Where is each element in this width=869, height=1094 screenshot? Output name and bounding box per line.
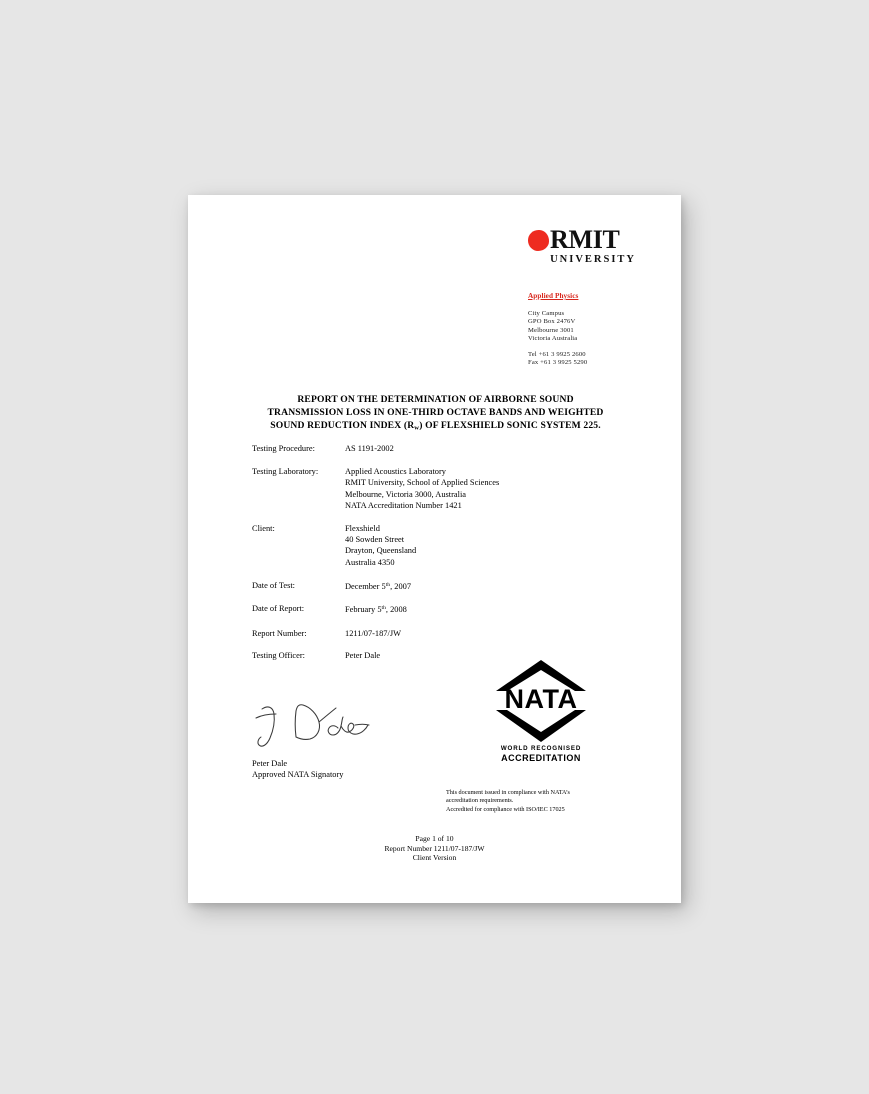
signatory-name: Peter Dale	[252, 759, 288, 768]
svg-text:NATA: NATA	[504, 684, 578, 714]
detail-row-date-of-test	[252, 580, 652, 592]
address-line-3: Melbourne 3001	[528, 326, 574, 334]
testing-laboratory-line-1: Applied Acoustics Laboratory	[345, 467, 446, 477]
detail-row-testing-laboratory	[252, 466, 652, 511]
telephone-line: Tel +61 3 9925 2600	[528, 351, 586, 359]
detail-row-report-number	[252, 628, 652, 639]
report-number-label: Report Number:	[252, 628, 307, 638]
client-line-3: Drayton, Queensland	[345, 546, 417, 556]
testing-officer-label: Testing Officer:	[252, 650, 305, 660]
detail-row-testing-procedure	[252, 443, 652, 454]
detail-row-client	[252, 523, 652, 568]
rmit-dot-icon	[528, 230, 549, 251]
report-title-line-1: REPORT ON THE DETERMINATION OF AIRBORNE SOUND	[297, 394, 574, 405]
signature-block	[252, 695, 412, 780]
address-line-4: Victoria Australia	[528, 334, 578, 342]
nata-compliance-note	[446, 789, 661, 814]
document-page	[188, 195, 681, 903]
signatory-role: Approved NATA Signatory	[252, 770, 344, 779]
client-line-1: Flexshield	[345, 524, 380, 534]
signatory-details	[252, 758, 412, 780]
report-details	[252, 443, 652, 673]
page-footer	[188, 834, 681, 863]
date-of-report-value	[345, 603, 407, 615]
testing-laboratory-line-2: RMIT University, School of Applied Sciences	[345, 478, 500, 488]
nata-note-line-1: This document issued in compliance with NATA’s	[446, 789, 570, 796]
letterhead-address	[528, 310, 663, 343]
date-of-test-year: , 2007	[390, 582, 411, 592]
date-of-report-month: February 5	[345, 605, 382, 615]
rw-subscript: w	[414, 424, 420, 432]
client-line-4: Australia 4350	[345, 557, 395, 567]
rmit-wordmark: RMIT	[550, 225, 620, 254]
testing-laboratory-line-3: Melbourne, Victoria 3000, Australia	[345, 489, 466, 499]
footer-version: Client Version	[412, 853, 457, 863]
address-line-1: City Campus	[528, 310, 565, 317]
letterhead	[528, 227, 663, 368]
date-of-report-label: Date of Report:	[252, 604, 305, 614]
nata-subtitle-accreditation: ACCREDITATION	[501, 753, 581, 763]
date-of-test-value	[345, 580, 411, 592]
fax-line: Fax +61 3 9925 5290	[528, 359, 588, 367]
detail-row-date-of-report	[252, 603, 652, 615]
report-title-line-2: TRANSMISSION LOSS IN ONE-THIRD OCTAVE BANDS AND WEIGHTED	[267, 407, 604, 419]
department-heading: Applied Physics	[528, 292, 579, 300]
testing-procedure-value: AS 1191-2002	[345, 444, 394, 453]
date-of-report-year: , 2008	[385, 605, 407, 615]
testing-laboratory-value	[345, 466, 499, 511]
client-label: Client:	[252, 524, 275, 534]
footer-page-number: Page 1 of 10	[415, 834, 454, 843]
report-number-value: 1211/07-187/JW	[345, 628, 401, 638]
testing-laboratory-label: Testing Laboratory:	[252, 467, 319, 477]
report-title-line-3-pre: SOUND REDUCTION INDEX (R	[270, 420, 415, 432]
rmit-logo	[528, 227, 663, 253]
testing-laboratory-line-4: NATA Accreditation Number 1421	[345, 500, 462, 510]
date-of-report-ordinal: th	[381, 605, 386, 612]
handwritten-signature-image	[252, 695, 380, 753]
letterhead-contact	[528, 351, 663, 368]
rmit-university-wordmark: UNIVERSITY	[550, 254, 636, 265]
client-line-2: 40 Sowden Street	[345, 535, 405, 545]
nata-accreditation-logo	[483, 658, 599, 763]
testing-procedure-label: Testing Procedure:	[252, 444, 315, 453]
nata-note-line-2: accreditation requirements.	[446, 797, 514, 805]
date-of-test-month: December 5	[345, 582, 386, 592]
report-title-line-3-post: ) OF FLEXSHIELD SONIC SYSTEM 225.	[419, 420, 601, 432]
report-title-line-3	[228, 419, 643, 435]
address-line-2: GPO Box 2476V	[528, 318, 576, 326]
testing-officer-value: Peter Dale	[345, 650, 381, 660]
report-title	[228, 393, 643, 435]
date-of-test-ordinal: th	[385, 581, 391, 588]
client-value	[345, 523, 416, 568]
nata-diamond-icon	[494, 658, 588, 744]
date-of-test-label: Date of Test:	[252, 580, 295, 590]
footer-report-number: Report Number 1211/07-187/JW	[384, 843, 485, 853]
nata-note-line-3: Accredited for compliance with ISO/IEC 17025	[446, 805, 565, 813]
nata-subtitle-world-recognised: WORLD RECOGNISED	[500, 745, 582, 752]
